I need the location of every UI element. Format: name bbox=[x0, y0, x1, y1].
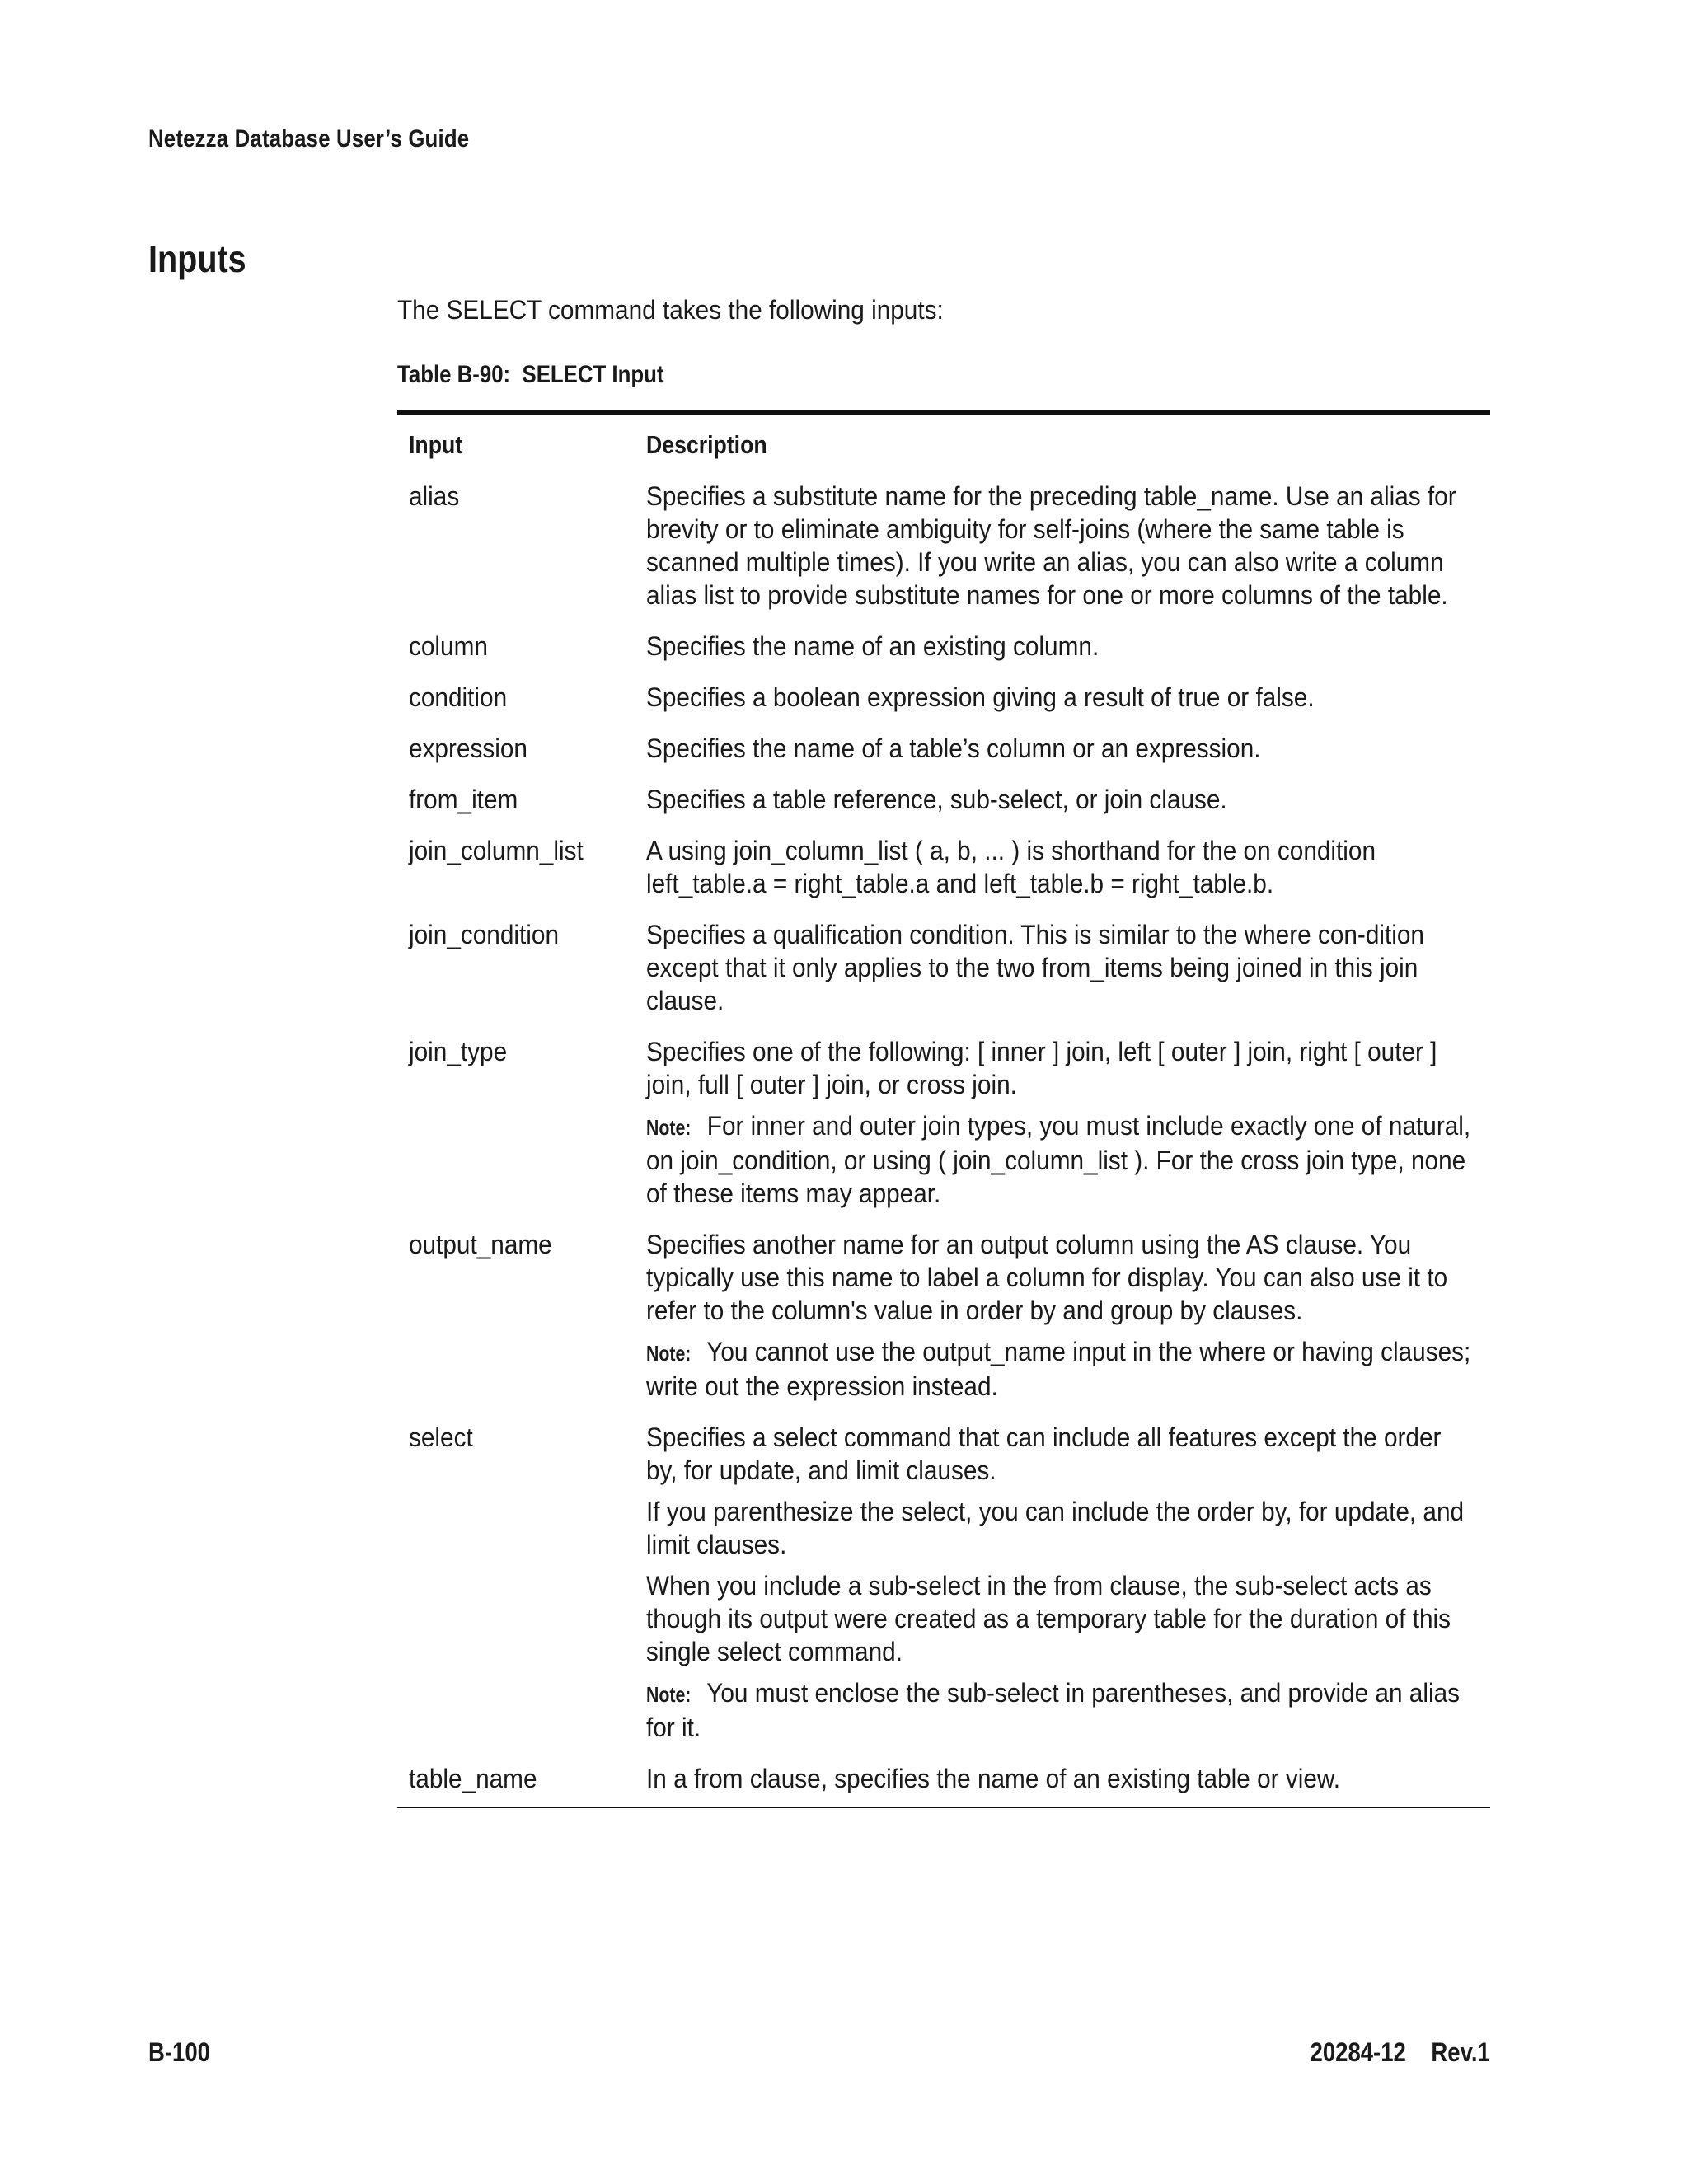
description-text: For inner and outer join types, you must include exactly one of natural, on join_condition, or using ( join_column_list ). For the cross join type, none of these items may appear. bbox=[646, 1111, 1471, 1208]
description-cell bbox=[646, 732, 1479, 765]
input-cell bbox=[397, 834, 646, 867]
table-row bbox=[397, 1035, 1490, 1210]
intro-text: The SELECT command takes the following inputs: bbox=[397, 295, 944, 325]
description-paragraph bbox=[646, 918, 1479, 1017]
input-cell bbox=[397, 732, 646, 765]
description-cell bbox=[646, 783, 1479, 816]
description-text: Specifies a table reference, sub-select, or join clause. bbox=[646, 785, 1227, 814]
description-text: Specifies a substitute name for the preceding table_name. Use an alias for brevity or to eliminate ambiguity for self-joins (where the same table is scanned multiple times). If you write an alias, you can also write a column alias list to provide substitute names for one or more columns of the table. bbox=[646, 481, 1456, 610]
description-paragraph bbox=[646, 1762, 1479, 1795]
description-text: If you parenthesize the select, you can include the order by, for update, and limit clauses. bbox=[646, 1497, 1465, 1559]
column-header-input-label: Input bbox=[409, 430, 463, 459]
table-row bbox=[397, 1228, 1490, 1403]
input-name: column bbox=[409, 631, 488, 661]
description-paragraph bbox=[646, 1569, 1479, 1668]
description-text: Specifies another name for an output column using the AS clause. You typically use this name to label a column for display. You can also use it to refer to the column's value in order by and group by clauses. bbox=[646, 1230, 1448, 1325]
description-paragraph bbox=[646, 1228, 1479, 1327]
input-name: join_type bbox=[409, 1037, 508, 1066]
input-name: output_name bbox=[409, 1230, 552, 1259]
column-header-description bbox=[646, 429, 1479, 462]
note-label: Note: bbox=[646, 1115, 692, 1140]
description-text: Specifies a qualification condition. This is similar to the where con-dition except that it only applies to the two from_items being joined in this join clause. bbox=[646, 920, 1424, 1015]
input-cell bbox=[397, 1421, 646, 1454]
description-text: A using join_column_list ( a, b, ... ) is shorthand for the on condition left_table.a = right_table.a and left_table.b = right_table.b. bbox=[646, 836, 1376, 898]
description-cell bbox=[646, 1762, 1479, 1795]
description-cell bbox=[646, 1035, 1479, 1210]
note-paragraph bbox=[646, 1335, 1479, 1403]
description-paragraph bbox=[646, 1421, 1479, 1487]
column-header-description-label: Description bbox=[646, 430, 767, 459]
table-row bbox=[397, 834, 1490, 900]
table-row bbox=[397, 630, 1490, 663]
description-text: Specifies a select command that can include all features except the order by, for update, and limit clauses. bbox=[646, 1422, 1442, 1485]
description-paragraph bbox=[646, 480, 1479, 612]
section-title: Inputs bbox=[148, 237, 246, 280]
description-cell bbox=[646, 681, 1479, 714]
table-row bbox=[397, 783, 1490, 816]
note-label: Note: bbox=[646, 1682, 692, 1707]
description-paragraph bbox=[646, 783, 1479, 816]
description-text: Specifies the name of a table’s column or an expression. bbox=[646, 733, 1261, 763]
description-paragraph bbox=[646, 834, 1479, 900]
input-name: select bbox=[409, 1422, 473, 1452]
description-cell bbox=[646, 630, 1479, 663]
input-name: expression bbox=[409, 733, 528, 763]
input-cell bbox=[397, 783, 646, 816]
column-header-input bbox=[397, 429, 646, 462]
description-text: You cannot use the output_name input in the where or having clauses; write out the expression instead. bbox=[646, 1337, 1471, 1401]
input-name: condition bbox=[409, 682, 508, 712]
input-name: table_name bbox=[409, 1764, 537, 1793]
description-cell bbox=[646, 480, 1479, 612]
description-cell bbox=[646, 1228, 1479, 1403]
description-cell bbox=[646, 918, 1479, 1017]
input-cell bbox=[397, 918, 646, 951]
description-cell bbox=[646, 834, 1479, 900]
description-cell bbox=[646, 1421, 1479, 1744]
table-row bbox=[397, 681, 1490, 714]
description-text: Specifies the name of an existing column. bbox=[646, 631, 1100, 661]
description-paragraph bbox=[646, 1035, 1479, 1101]
input-cell bbox=[397, 1035, 646, 1068]
document-id: 20284-12 Rev.1 bbox=[1310, 2037, 1490, 2067]
description-paragraph bbox=[646, 681, 1479, 714]
note-label: Note: bbox=[646, 1341, 692, 1366]
description-text: You must enclose the sub-select in parentheses, and provide an alias for it. bbox=[646, 1678, 1461, 1742]
table-header-row bbox=[397, 429, 1490, 462]
table-caption: Table B-90: SELECT Input bbox=[397, 361, 664, 388]
note-paragraph bbox=[646, 1676, 1479, 1744]
page-number: B-100 bbox=[148, 2037, 210, 2067]
description-text: In a from clause, specifies the name of an existing table or view. bbox=[646, 1764, 1340, 1793]
description-text: When you include a sub-select in the from clause, the sub-select acts as though its output were created as a temporary table for the duration of this single select command. bbox=[646, 1571, 1451, 1666]
description-text: Specifies one of the following: [ inner ] join, left [ outer ] join, right [ outer ] join, full [ outer ] join, or cross join. bbox=[646, 1037, 1437, 1099]
input-cell bbox=[397, 480, 646, 513]
running-header: Netezza Database User’s Guide bbox=[148, 125, 470, 152]
description-paragraph bbox=[646, 1495, 1479, 1561]
description-paragraph bbox=[646, 732, 1479, 765]
table-row bbox=[397, 732, 1490, 765]
input-name: from_item bbox=[409, 785, 518, 814]
input-cell bbox=[397, 1228, 646, 1261]
input-cell bbox=[397, 630, 646, 663]
input-name: alias bbox=[409, 481, 460, 511]
table-body bbox=[397, 480, 1490, 1795]
note-paragraph bbox=[646, 1109, 1479, 1210]
input-cell bbox=[397, 1762, 646, 1795]
select-input-table bbox=[397, 410, 1490, 1808]
table-row bbox=[397, 1421, 1490, 1744]
input-cell bbox=[397, 681, 646, 714]
input-name: join_condition bbox=[409, 920, 560, 949]
table-row bbox=[397, 918, 1490, 1017]
table-row bbox=[397, 1762, 1490, 1795]
input-name: join_column_list bbox=[409, 836, 584, 865]
description-text: Specifies a boolean expression giving a result of true or false. bbox=[646, 682, 1315, 712]
table-row bbox=[397, 480, 1490, 612]
description-paragraph bbox=[646, 630, 1479, 663]
